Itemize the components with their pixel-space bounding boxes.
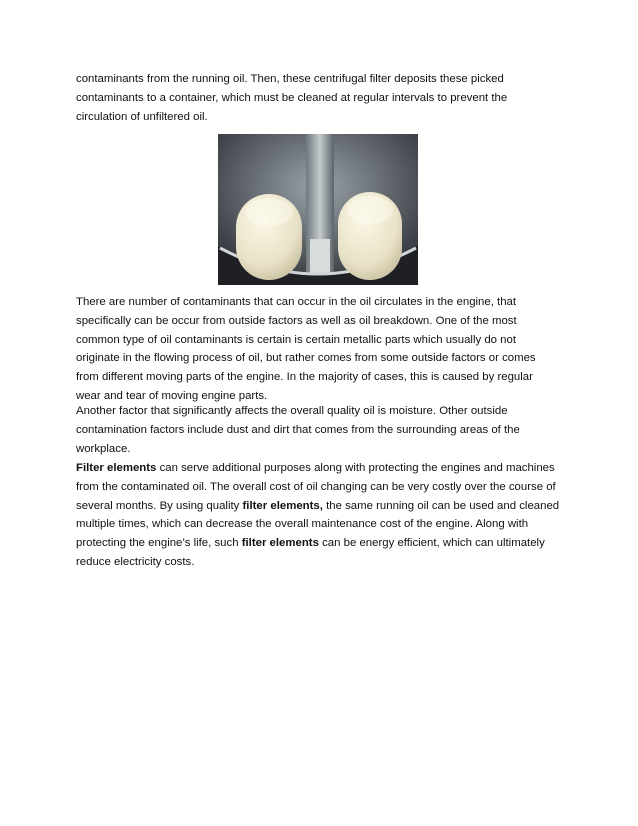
text-line: from different moving parts of the engine. In the majority of cases, this is caused by regular (76, 371, 533, 384)
intro-paragraph (76, 70, 562, 126)
filter-elements-paragraph (76, 459, 562, 572)
text-line: contaminants to a container, which must be cleaned at regular intervals to prevent the (76, 91, 508, 104)
text-line (76, 497, 562, 516)
text-line (76, 459, 562, 478)
text-run: several months. By using quality (76, 499, 243, 512)
filter-elements-term: Filter elements (76, 462, 157, 474)
centrifugal-filter-photo (218, 134, 418, 285)
text-line: multiple times, which can decrease the overall maintenance cost of the engine. Along with (76, 518, 529, 531)
text-line: There are number of contaminants that can occur in the oil circulates in the engine, that (76, 296, 517, 308)
contaminants-paragraph (76, 293, 562, 406)
filter-elements-term: filter elements (241, 537, 319, 550)
text-line: reduce electricity costs. (76, 555, 195, 568)
text-line: from the contaminated oil. The overall cost of oil changing can be very costly over the course of (76, 480, 556, 493)
text-line: circulation of unfiltered oil. (76, 110, 208, 123)
text-line: common type of oil contaminants is certain is certain metallic parts which usually do not (76, 333, 517, 346)
text-line: contamination factors include dust and dirt that comes from the surrounding areas of the (76, 423, 520, 436)
text-line: wear and tear of moving engine parts. (76, 389, 268, 402)
text-run: protecting the engine’s life, such (76, 537, 242, 550)
filter-elements-term: filter elements, (242, 499, 323, 512)
text-line: originate in the flowing process of oil, but rather comes from some outside factors or comes (76, 352, 536, 365)
text-run: the same running oil can be used and cleaned (322, 499, 560, 512)
text-run: can be energy efficient, which can ultimately (318, 537, 545, 550)
text-line (76, 534, 562, 553)
text-line: specifically can be occur from outside factors as well as oil breakdown. One of the most (76, 314, 517, 327)
moisture-paragraph (76, 402, 562, 458)
text-line: workplace. (76, 442, 131, 455)
text-line: Another factor that significantly affects the overall quality oil is moisture. Other outside (76, 405, 508, 417)
text-run: can serve additional purposes along with protecting the engines and machines (156, 462, 555, 474)
text-line: contaminants from the running oil. Then, these centrifugal filter deposits these picked (76, 73, 504, 85)
